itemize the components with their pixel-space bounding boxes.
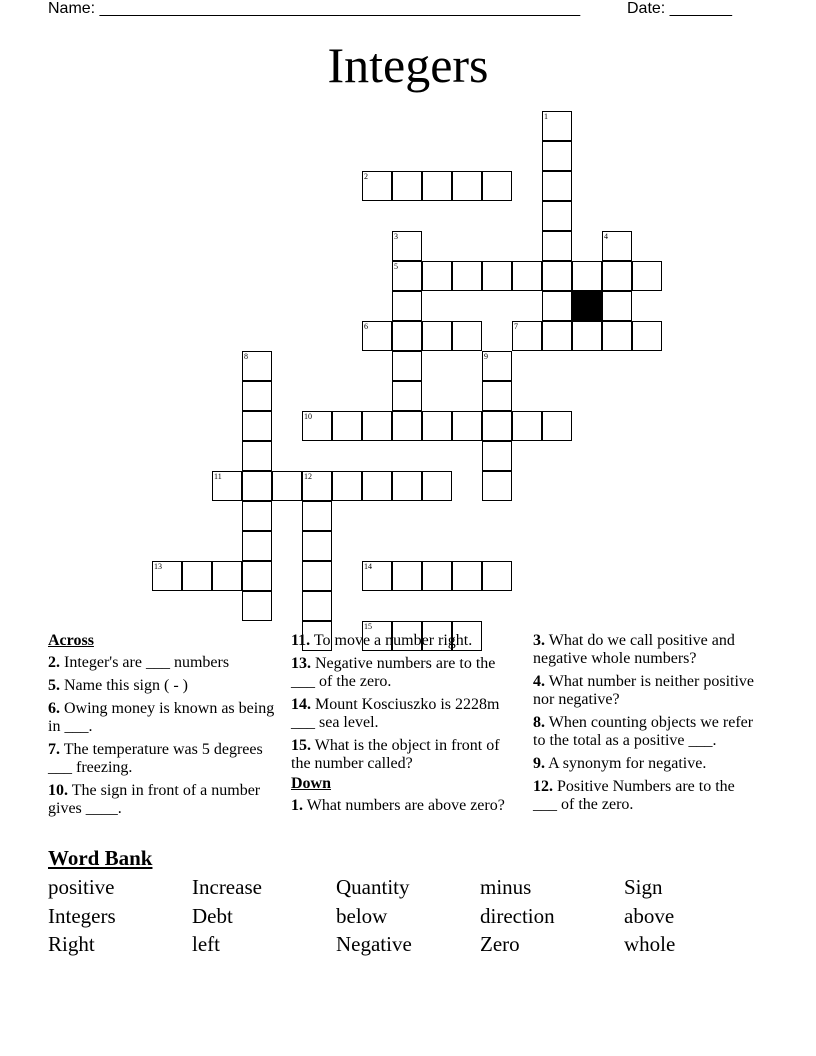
clue-number: 12 <box>304 472 312 481</box>
clue-down-8: 8. When counting objects we refer to the total as a positive ___. <box>533 714 754 749</box>
clue-number: 9 <box>484 352 488 361</box>
clue-column-3 <box>533 632 761 819</box>
clue-number: 11 <box>214 472 222 481</box>
crossword-cell[interactable] <box>542 291 572 321</box>
crossword-cell[interactable] <box>392 351 422 381</box>
crossword-cell[interactable] <box>242 441 272 471</box>
crossword-cell[interactable] <box>452 321 482 351</box>
word-bank-word: Right <box>48 932 95 956</box>
crossword-cell[interactable] <box>542 171 572 201</box>
crossword-cell[interactable] <box>392 411 422 441</box>
clue-number: 15 <box>364 622 372 631</box>
crossword-cell[interactable] <box>242 591 272 621</box>
clue-down-4: 4. What number is neither positive nor negative? <box>533 673 754 708</box>
crossword-cell[interactable] <box>302 591 332 621</box>
crossword-cell[interactable] <box>482 471 512 501</box>
clue-number: 14 <box>364 562 372 571</box>
crossword-cell[interactable] <box>422 171 452 201</box>
crossword-cell[interactable] <box>602 261 632 291</box>
crossword-cell[interactable] <box>542 231 572 261</box>
crossword-cell[interactable] <box>302 531 332 561</box>
crossword-cell[interactable] <box>332 411 362 441</box>
word-bank-word: whole <box>624 932 676 956</box>
crossword-cell[interactable] <box>302 561 332 591</box>
crossword-cell[interactable] <box>452 411 482 441</box>
clue-column-1 <box>48 632 276 823</box>
word-bank-word: below <box>336 904 388 928</box>
word-bank-word: Integers <box>48 904 116 928</box>
crossword-cell[interactable] <box>392 291 422 321</box>
crossword-cell[interactable] <box>362 411 392 441</box>
clue-number: 3 <box>394 232 398 241</box>
crossword-cell[interactable] <box>212 561 242 591</box>
clue-across-10: 10. The sign in front of a number gives ____. <box>48 782 261 817</box>
clue-across-5: 5. Name this sign ( - ) <box>48 677 188 694</box>
crossword-cell[interactable] <box>452 561 482 591</box>
clue-number: 6 <box>364 322 368 331</box>
crossword-cell[interactable] <box>392 321 422 351</box>
clue-across-15: 15. What is the object in front of the number called? <box>291 737 500 772</box>
clue-across-6: 6. Owing money is known as being in ___. <box>48 700 275 735</box>
crossword-cell[interactable] <box>242 471 272 501</box>
crossword-cell[interactable] <box>392 171 422 201</box>
clue-column-2 <box>291 632 519 820</box>
crossword-cell[interactable] <box>542 141 572 171</box>
name-field[interactable]: Name: ______________________________________________________ <box>48 0 581 17</box>
crossword-cell[interactable] <box>482 411 512 441</box>
clue-down-3: 3. What do we call positive and negative whole numbers? <box>533 632 735 667</box>
crossword-cell[interactable] <box>452 171 482 201</box>
clue-across-7: 7. The temperature was 5 degrees ___ freezing. <box>48 741 263 776</box>
crossword-cell[interactable] <box>542 201 572 231</box>
crossword-cell[interactable] <box>542 411 572 441</box>
crossword-cell[interactable] <box>332 471 362 501</box>
crossword-cell[interactable] <box>242 381 272 411</box>
crossword-cell[interactable] <box>482 171 512 201</box>
crossword-cell[interactable] <box>422 261 452 291</box>
crossword-cell[interactable] <box>362 471 392 501</box>
crossword-cell[interactable] <box>512 411 542 441</box>
crossword-cell[interactable] <box>392 471 422 501</box>
word-bank-title: Word Bank <box>48 846 153 870</box>
crossword-cell[interactable] <box>242 411 272 441</box>
word-bank-word: left <box>192 932 220 956</box>
word-bank-word: minus <box>480 875 532 899</box>
clue-across-14: 14. Mount Kosciuszko is 2228m ___ sea level. <box>291 696 500 731</box>
crossword-cell[interactable] <box>182 561 212 591</box>
clue-down-9: 9. A synonym for negative. <box>533 755 707 772</box>
word-bank-word: above <box>624 904 675 928</box>
across-heading: Across <box>48 632 94 649</box>
crossword-cell[interactable] <box>422 561 452 591</box>
crossword-cell[interactable] <box>422 321 452 351</box>
crossword-cell[interactable] <box>482 441 512 471</box>
crossword-cell[interactable] <box>392 381 422 411</box>
word-bank-word: Zero <box>480 932 520 956</box>
word-bank-word: positive <box>48 875 115 899</box>
crossword-cell[interactable] <box>482 381 512 411</box>
clue-number: 7 <box>514 322 518 331</box>
clue-across-13: 13. Negative numbers are to the ___ of the zero. <box>291 655 496 690</box>
crossword-cell[interactable] <box>632 321 662 351</box>
crossword-cell[interactable] <box>452 261 482 291</box>
crossword-cell[interactable] <box>272 471 302 501</box>
clue-number: 4 <box>604 232 608 241</box>
clue-down-1: 1. What numbers are above zero? <box>291 797 505 814</box>
clue-number: 13 <box>154 562 162 571</box>
clue-number: 2 <box>364 172 368 181</box>
crossword-cell[interactable] <box>242 501 272 531</box>
clue-across-11: 11. To move a number right. <box>291 632 473 649</box>
clue-number: 8 <box>244 352 248 361</box>
word-bank-word: direction <box>480 904 555 928</box>
word-bank-word: Sign <box>624 875 663 899</box>
crossword-cell[interactable] <box>572 321 602 351</box>
down-heading: Down <box>291 775 332 792</box>
clue-across-2: 2. Integer's are ___ numbers <box>48 654 230 671</box>
crossword-cell[interactable] <box>542 321 572 351</box>
word-bank-word: Negative <box>336 932 412 956</box>
word-bank-word: Debt <box>192 904 233 928</box>
crossword-cell[interactable] <box>422 471 452 501</box>
word-bank-word: Quantity <box>336 875 410 899</box>
clue-down-12: 12. Positive Numbers are to the ___ of the zero. <box>533 778 735 813</box>
crossword-cell[interactable] <box>602 291 632 321</box>
crossword-cell[interactable] <box>392 561 422 591</box>
crossword-cell[interactable] <box>632 261 662 291</box>
clue-number: 5 <box>394 262 398 271</box>
crossword-cell[interactable] <box>482 261 512 291</box>
crossword-cell[interactable] <box>572 261 602 291</box>
crossword-cell[interactable] <box>422 411 452 441</box>
crossword-cell[interactable] <box>512 261 542 291</box>
crossword-cell[interactable] <box>482 561 512 591</box>
page-title: Integers <box>327 37 489 93</box>
blocked-cell <box>572 291 602 321</box>
crossword-cell[interactable] <box>242 561 272 591</box>
crossword-cell[interactable] <box>302 501 332 531</box>
crossword-cell[interactable] <box>602 321 632 351</box>
crossword-cell[interactable] <box>242 531 272 561</box>
crossword-cell[interactable] <box>542 261 572 291</box>
clue-number: 1 <box>544 112 548 121</box>
clue-number: 10 <box>304 412 312 421</box>
date-field[interactable]: Date: _______ <box>627 0 732 17</box>
word-bank-word: Increase <box>192 875 262 899</box>
